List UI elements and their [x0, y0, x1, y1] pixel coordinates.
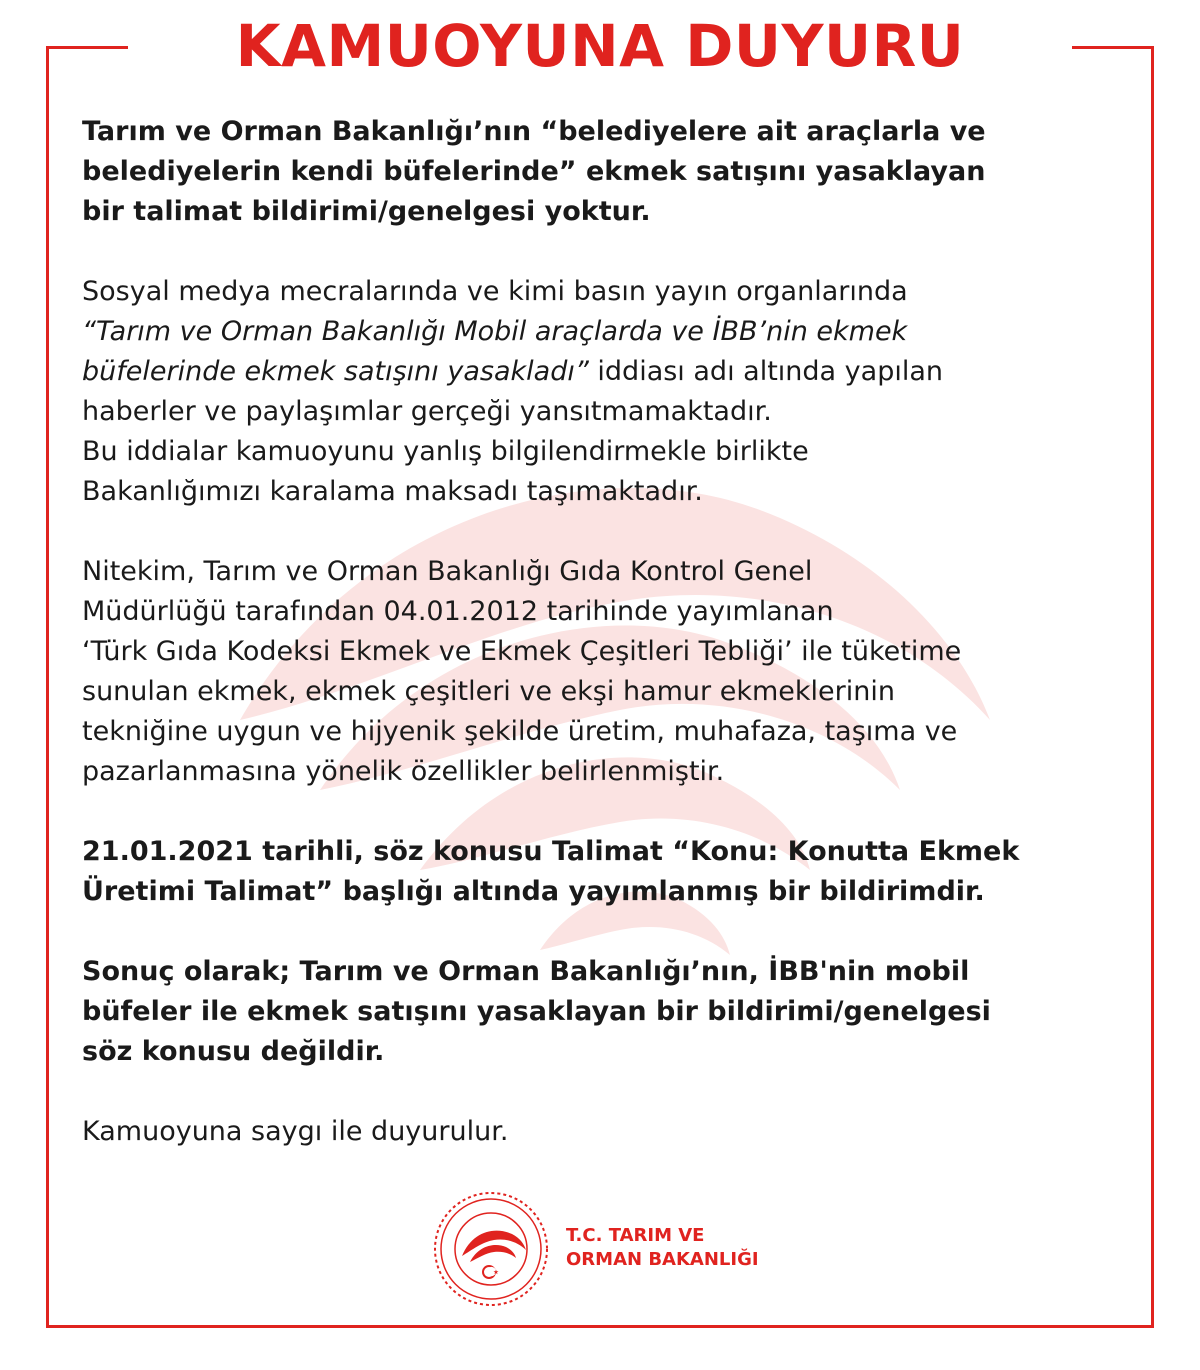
text-line: Sonuç olarak; Tarım ve Orman Bakanlığı’nın, İBB'nin mobil — [82, 956, 970, 987]
text-line: Tarım ve Orman Bakanlığı’nın “belediyelere ait araçlarla ve — [82, 116, 986, 147]
paragraph-conclusion — [82, 952, 1142, 1072]
ministry-name-line2: ORMAN BAKANLIĞI — [566, 1249, 759, 1270]
text-line: ‘Türk Gıda Kodeksi Ekmek ve Ekmek Çeşitleri Tebliği’ ile tüketime — [82, 636, 962, 667]
announcement-body — [82, 112, 1142, 1152]
text-line: Sosyal medya mecralarında ve kimi basın yayın organlarında — [82, 276, 908, 307]
text-line — [82, 352, 1142, 392]
text-line: sunulan ekmek, ekmek çeşitleri ve ekşi hamur ekmeklerinin — [82, 676, 895, 707]
text-line: tekniğine uygun ve hijyenik şekilde üretim, muhafaza, taşıma ve — [82, 716, 958, 747]
ministry-name — [566, 1224, 759, 1272]
text-line: Bakanlığımızı karalama maksadı taşımaktadır. — [82, 476, 703, 507]
text-line: Nitekim, Tarım ve Orman Bakanlığı Gıda Kontrol Genel — [82, 556, 813, 587]
quoted-claim-end: büfelerinde ekmek satışını yasakladı” — [82, 356, 589, 387]
text-line: pazarlanmasına yönelik özellikler belirlenmiştir. — [82, 756, 725, 787]
text-line: haberler ve paylaşımlar gerçeği yansıtmamaktadır. — [82, 396, 772, 427]
text-line: bir talimat bildirimi/genelgesi yoktur. — [82, 196, 651, 227]
ministry-signature — [432, 1190, 792, 1320]
paragraph-food-codex — [82, 552, 1142, 792]
text-line: 21.01.2021 tarihli, söz konusu Talimat “Konu: Konutta Ekmek — [82, 836, 1020, 867]
text-fragment: iddiası adı altında yapılan — [588, 356, 943, 387]
text-line: Üretimi Talimat” başlığı altında yayımlanmış bir bildirimdir. — [82, 876, 985, 907]
text-line: Bu iddialar kamuoyunu yanlış bilgilendirmekle birlikte — [82, 436, 809, 467]
text-line: belediyelerin kendi büfelerinde” ekmek satışını yasaklayan — [82, 156, 986, 187]
paragraph-instruction-date — [82, 832, 1142, 912]
closing-line: Kamuoyuna saygı ile duyurulur. — [82, 1116, 509, 1147]
paragraph-social-media-claims — [82, 272, 1142, 512]
text-line: söz konusu değildir. — [82, 1036, 385, 1067]
text-line: Müdürlüğü tarafından 04.01.2012 tarihinde yayımlanan — [82, 596, 834, 627]
quoted-claim-line: “Tarım ve Orman Bakanlığı Mobil araçlarda ve İBB’nin ekmek — [82, 316, 908, 347]
text-line: büfeler ile ekmek satışını yasaklayan bir bildirimi/genelgesi — [82, 996, 991, 1027]
paragraph-denial — [82, 112, 1142, 232]
page-title: KAMUOYUNA DUYURU — [128, 6, 1072, 86]
ministry-name-line1: T.C. TARIM VE — [566, 1225, 705, 1246]
ministry-seal-icon — [432, 1190, 550, 1308]
